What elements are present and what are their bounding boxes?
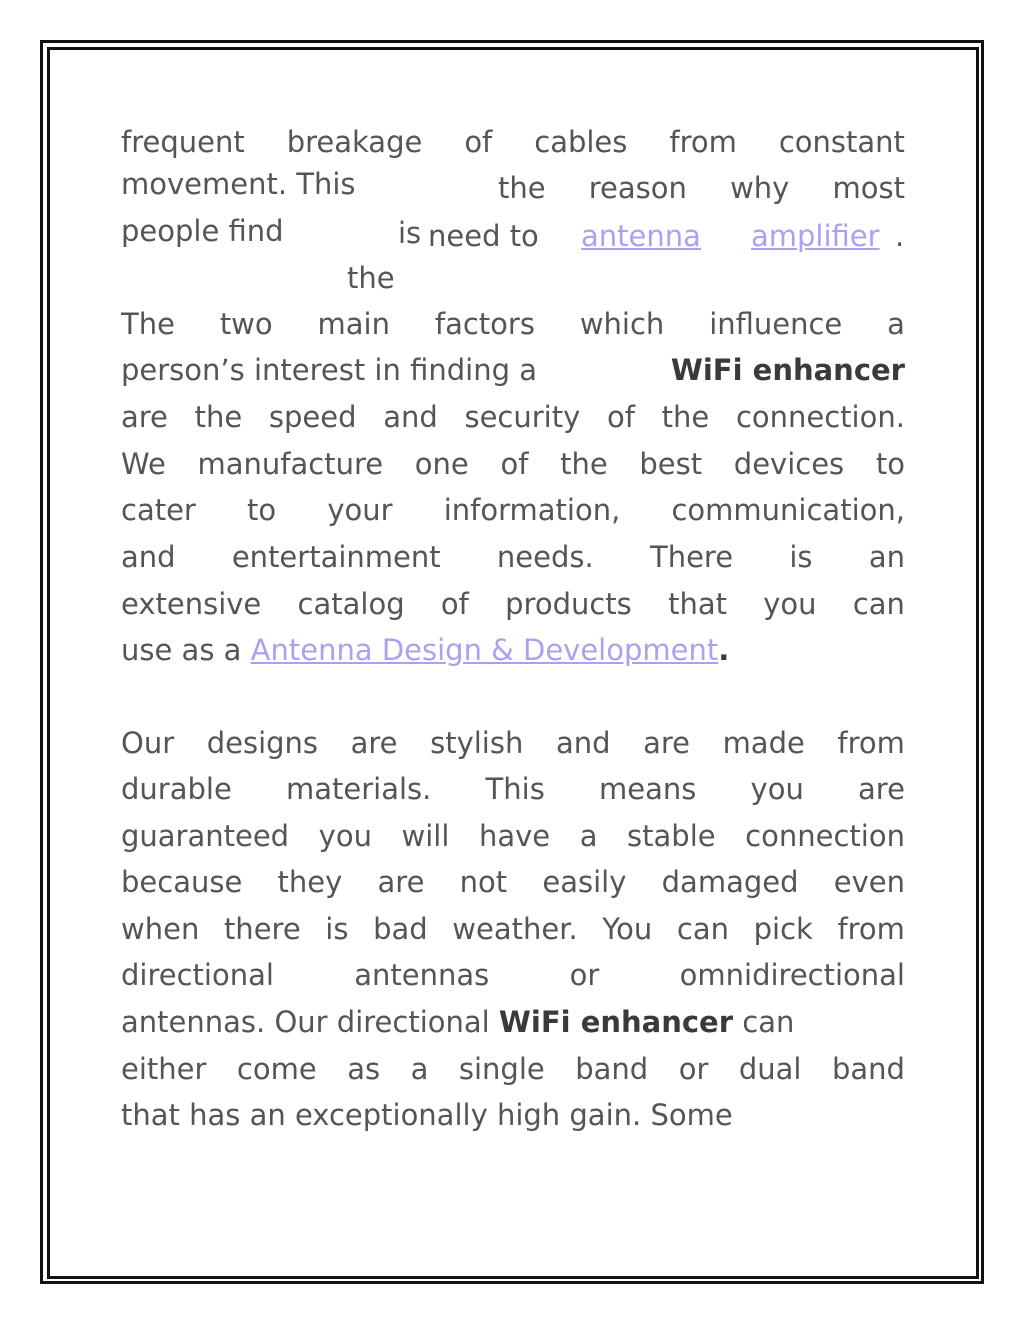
amplifier-link[interactable]: amplifier (751, 219, 880, 253)
text-fragment-movement: movement. This (121, 167, 356, 201)
word: the (498, 171, 546, 205)
word: devices (733, 447, 845, 481)
word: main (317, 307, 390, 341)
word: guaranteed (121, 819, 290, 853)
text-line (121, 862, 905, 902)
wifi-enhancer-bold: WiFi enhancer (670, 353, 905, 387)
text-line (121, 769, 905, 809)
word: can (676, 912, 729, 946)
word: speed (268, 400, 357, 434)
word: from (837, 912, 905, 946)
word: of (606, 400, 635, 434)
word: needs. (496, 540, 594, 574)
word: This (485, 772, 545, 806)
wifi-enhancer-bold: WiFi enhancer (498, 1005, 734, 1039)
development-link[interactable]: Development (523, 633, 719, 667)
word: one (414, 447, 469, 481)
text-line (121, 1049, 905, 1089)
text-line (121, 122, 905, 162)
word: antennas (354, 958, 490, 992)
text-line (498, 168, 905, 208)
text-line (121, 723, 905, 763)
word: from (669, 125, 737, 159)
word: are (643, 726, 690, 760)
word: catalog (297, 587, 405, 621)
word: because (121, 865, 243, 899)
word: There (650, 540, 734, 574)
text-line (121, 630, 905, 670)
word: two (219, 307, 273, 341)
word: weather. (452, 912, 578, 946)
period: . (718, 633, 730, 667)
text-line (121, 1002, 905, 1042)
word: products (505, 587, 632, 621)
word: constant (778, 125, 905, 159)
word: which (579, 307, 665, 341)
word: best (639, 447, 703, 481)
word: materials. (285, 772, 432, 806)
word: stylish (430, 726, 524, 760)
word: band (575, 1052, 649, 1086)
word: as (347, 1052, 381, 1086)
word: single (458, 1052, 545, 1086)
word: even (833, 865, 905, 899)
word: cater (121, 493, 196, 527)
word: either (121, 1052, 207, 1086)
period: . (895, 219, 905, 253)
word: a (410, 1052, 429, 1086)
word: pick (753, 912, 813, 946)
word: and (121, 540, 176, 574)
word: are (350, 726, 398, 760)
word: designs (206, 726, 319, 760)
word: can (852, 587, 905, 621)
word: when (121, 912, 200, 946)
text-fragment-people: people find (121, 214, 284, 248)
word: will (401, 819, 450, 853)
word: communication, (671, 493, 905, 527)
word: damaged (661, 865, 799, 899)
word: is (789, 540, 813, 574)
text-line (121, 490, 905, 530)
word: reason (588, 171, 687, 205)
word: band (832, 1052, 905, 1086)
word: come (236, 1052, 317, 1086)
text-fragment-the: the (347, 261, 395, 295)
word: an (868, 540, 905, 574)
word: made (722, 726, 805, 760)
word: you (318, 819, 372, 853)
word: why (730, 171, 790, 205)
word: or (678, 1052, 709, 1086)
word: there (223, 912, 301, 946)
text-line (121, 584, 905, 624)
word: to (247, 493, 277, 527)
word: a (887, 307, 905, 341)
word: not (459, 865, 508, 899)
text-line (121, 444, 905, 484)
word: breakage (286, 125, 423, 159)
word: to (875, 447, 905, 481)
word: factors (434, 307, 535, 341)
word: that (668, 587, 727, 621)
text-line (121, 304, 905, 344)
word: Our (121, 726, 175, 760)
text-span: use as a (121, 633, 251, 667)
word: is (325, 912, 349, 946)
word: are (121, 400, 168, 434)
word: are (858, 772, 905, 806)
word: We (121, 447, 166, 481)
antenna-link[interactable]: antenna (581, 219, 701, 253)
text-line: that has an exceptionally high gain. Some (121, 1098, 733, 1132)
word: connection (745, 819, 905, 853)
word: most (832, 171, 905, 205)
word: and (383, 400, 438, 434)
word: connection. (735, 400, 905, 434)
text-line (121, 955, 905, 995)
word: of (464, 125, 493, 159)
word: they (277, 865, 343, 899)
word: the (560, 447, 608, 481)
word: the (661, 400, 710, 434)
word: The (121, 307, 175, 341)
text-line (121, 816, 905, 856)
word: manufacture (197, 447, 384, 481)
word: a (579, 819, 598, 853)
text-line (121, 397, 905, 437)
word: directional (121, 958, 274, 992)
word: you (750, 772, 804, 806)
word: you (763, 587, 817, 621)
word: your (327, 493, 393, 527)
word: have (478, 819, 551, 853)
word: are (377, 865, 425, 899)
text-line (121, 909, 905, 949)
word: of (440, 587, 469, 621)
word: or (569, 958, 600, 992)
text-span: person’s interest in finding a (121, 353, 537, 387)
word: extensive (121, 587, 262, 621)
text-span: can (733, 1005, 795, 1039)
word: of (500, 447, 529, 481)
word: stable (627, 819, 716, 853)
text-line (121, 537, 905, 577)
word: entertainment (231, 540, 441, 574)
word: cables (534, 125, 628, 159)
text-fragment-need-to: need to (428, 219, 539, 253)
word: the (194, 400, 243, 434)
word: easily (542, 865, 627, 899)
text-fragment-is: is (398, 216, 422, 250)
word: You (602, 912, 653, 946)
antenna-design-link[interactable]: Antenna Design & (250, 633, 523, 667)
word: means (599, 772, 697, 806)
word: from (837, 726, 905, 760)
word: durable (121, 772, 232, 806)
text-span: antennas. Our directional (121, 1005, 499, 1039)
word: bad (373, 912, 428, 946)
word: security (464, 400, 581, 434)
word: information, (443, 493, 621, 527)
word: dual (738, 1052, 802, 1086)
word: and (555, 726, 611, 760)
word: omnidirectional (679, 958, 905, 992)
word: influence (709, 307, 843, 341)
text-line (121, 350, 905, 390)
word: frequent (121, 125, 245, 159)
